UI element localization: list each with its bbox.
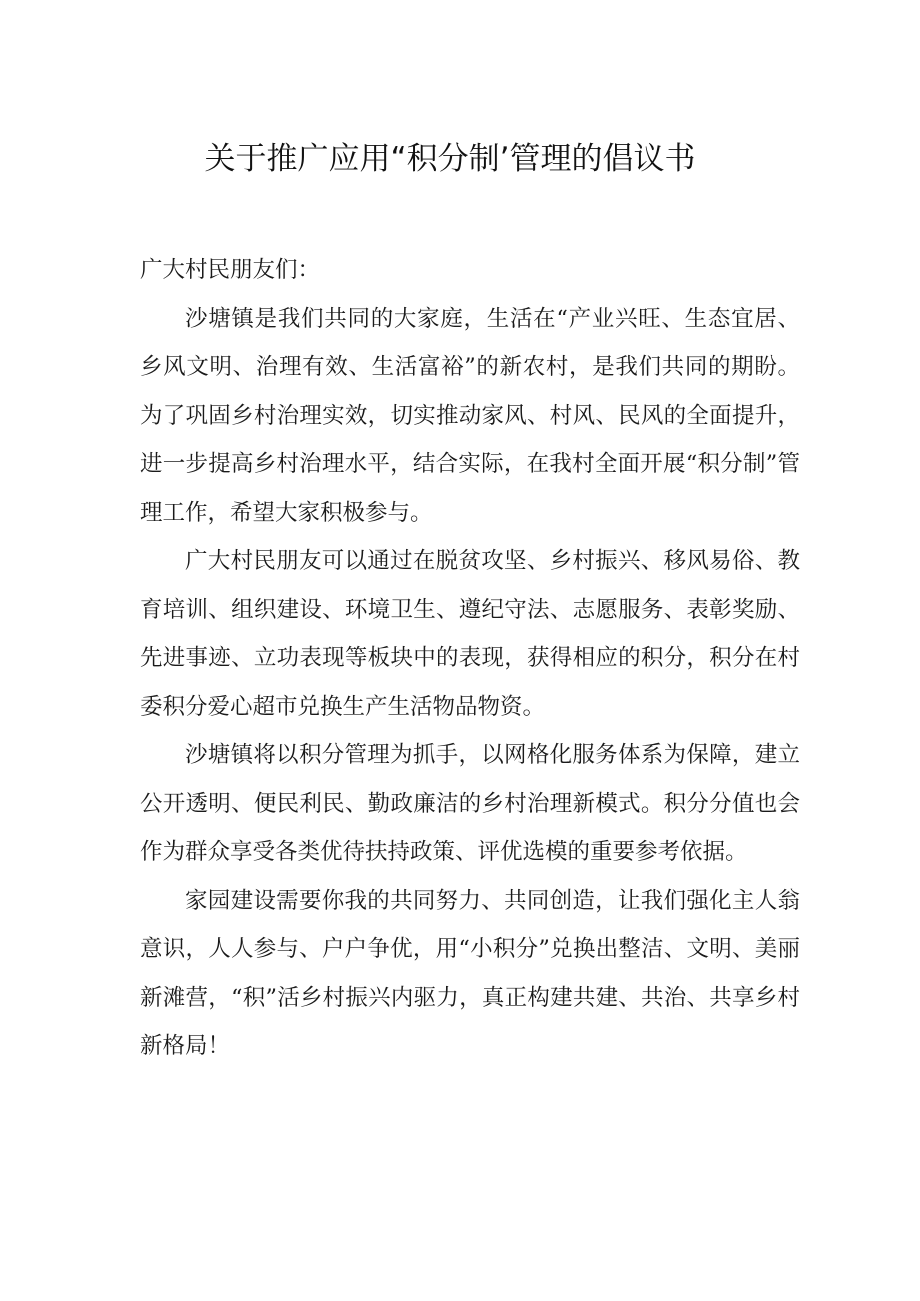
paragraph-3: 沙塘镇将以积分管理为抓手，以网格化服务体系为保障，建立公开透明、便民利民、勤政廉洁的乡村治理新模式。积分分值也会作为群众享受各类优待扶持政策、评优选模的重要参考依据。 — [140, 742, 800, 865]
paragraph-1: 沙塘镇是我们共同的大家庭，生活在“产业兴旺、生态宜居、乡风文明、治理有效、生活富裕”的新农村，是我们共同的期盼。为了巩固乡村治理实效，切实推动家风、村风、民风的全面提升，进一步提高乡村治理水平，结合实际，在我村全面开展“积分制”管理工作，希望大家积极参与。 — [140, 305, 800, 526]
paragraph-4: 家园建设需要你我的共同努力、共同创造，让我们强化主人翁意识，人人参与、户户争优，用“小积分”兑换出整洁、文明、美丽新滩营，“积”活乡村振兴内驱力，真正构建共建、共治、共享乡村新格局！ — [140, 887, 800, 1059]
salutation: 广大村民朋友们： — [140, 257, 321, 283]
document-title: 关于推广应用“积分制’管理的倡议书 — [204, 141, 696, 177]
paragraph-2: 广大村民朋友可以通过在脱贫攻坚、乡村振兴、移风易俗、教育培训、组织建设、环境卫生、遵纪守法、志愿服务、表彰奖励、先进事迹、立功表现等板块中的表现，获得相应的积分，积分在村委积分爱心超市兑换生产生活物品物资。 — [140, 548, 800, 720]
document-body — [140, 246, 800, 1071]
